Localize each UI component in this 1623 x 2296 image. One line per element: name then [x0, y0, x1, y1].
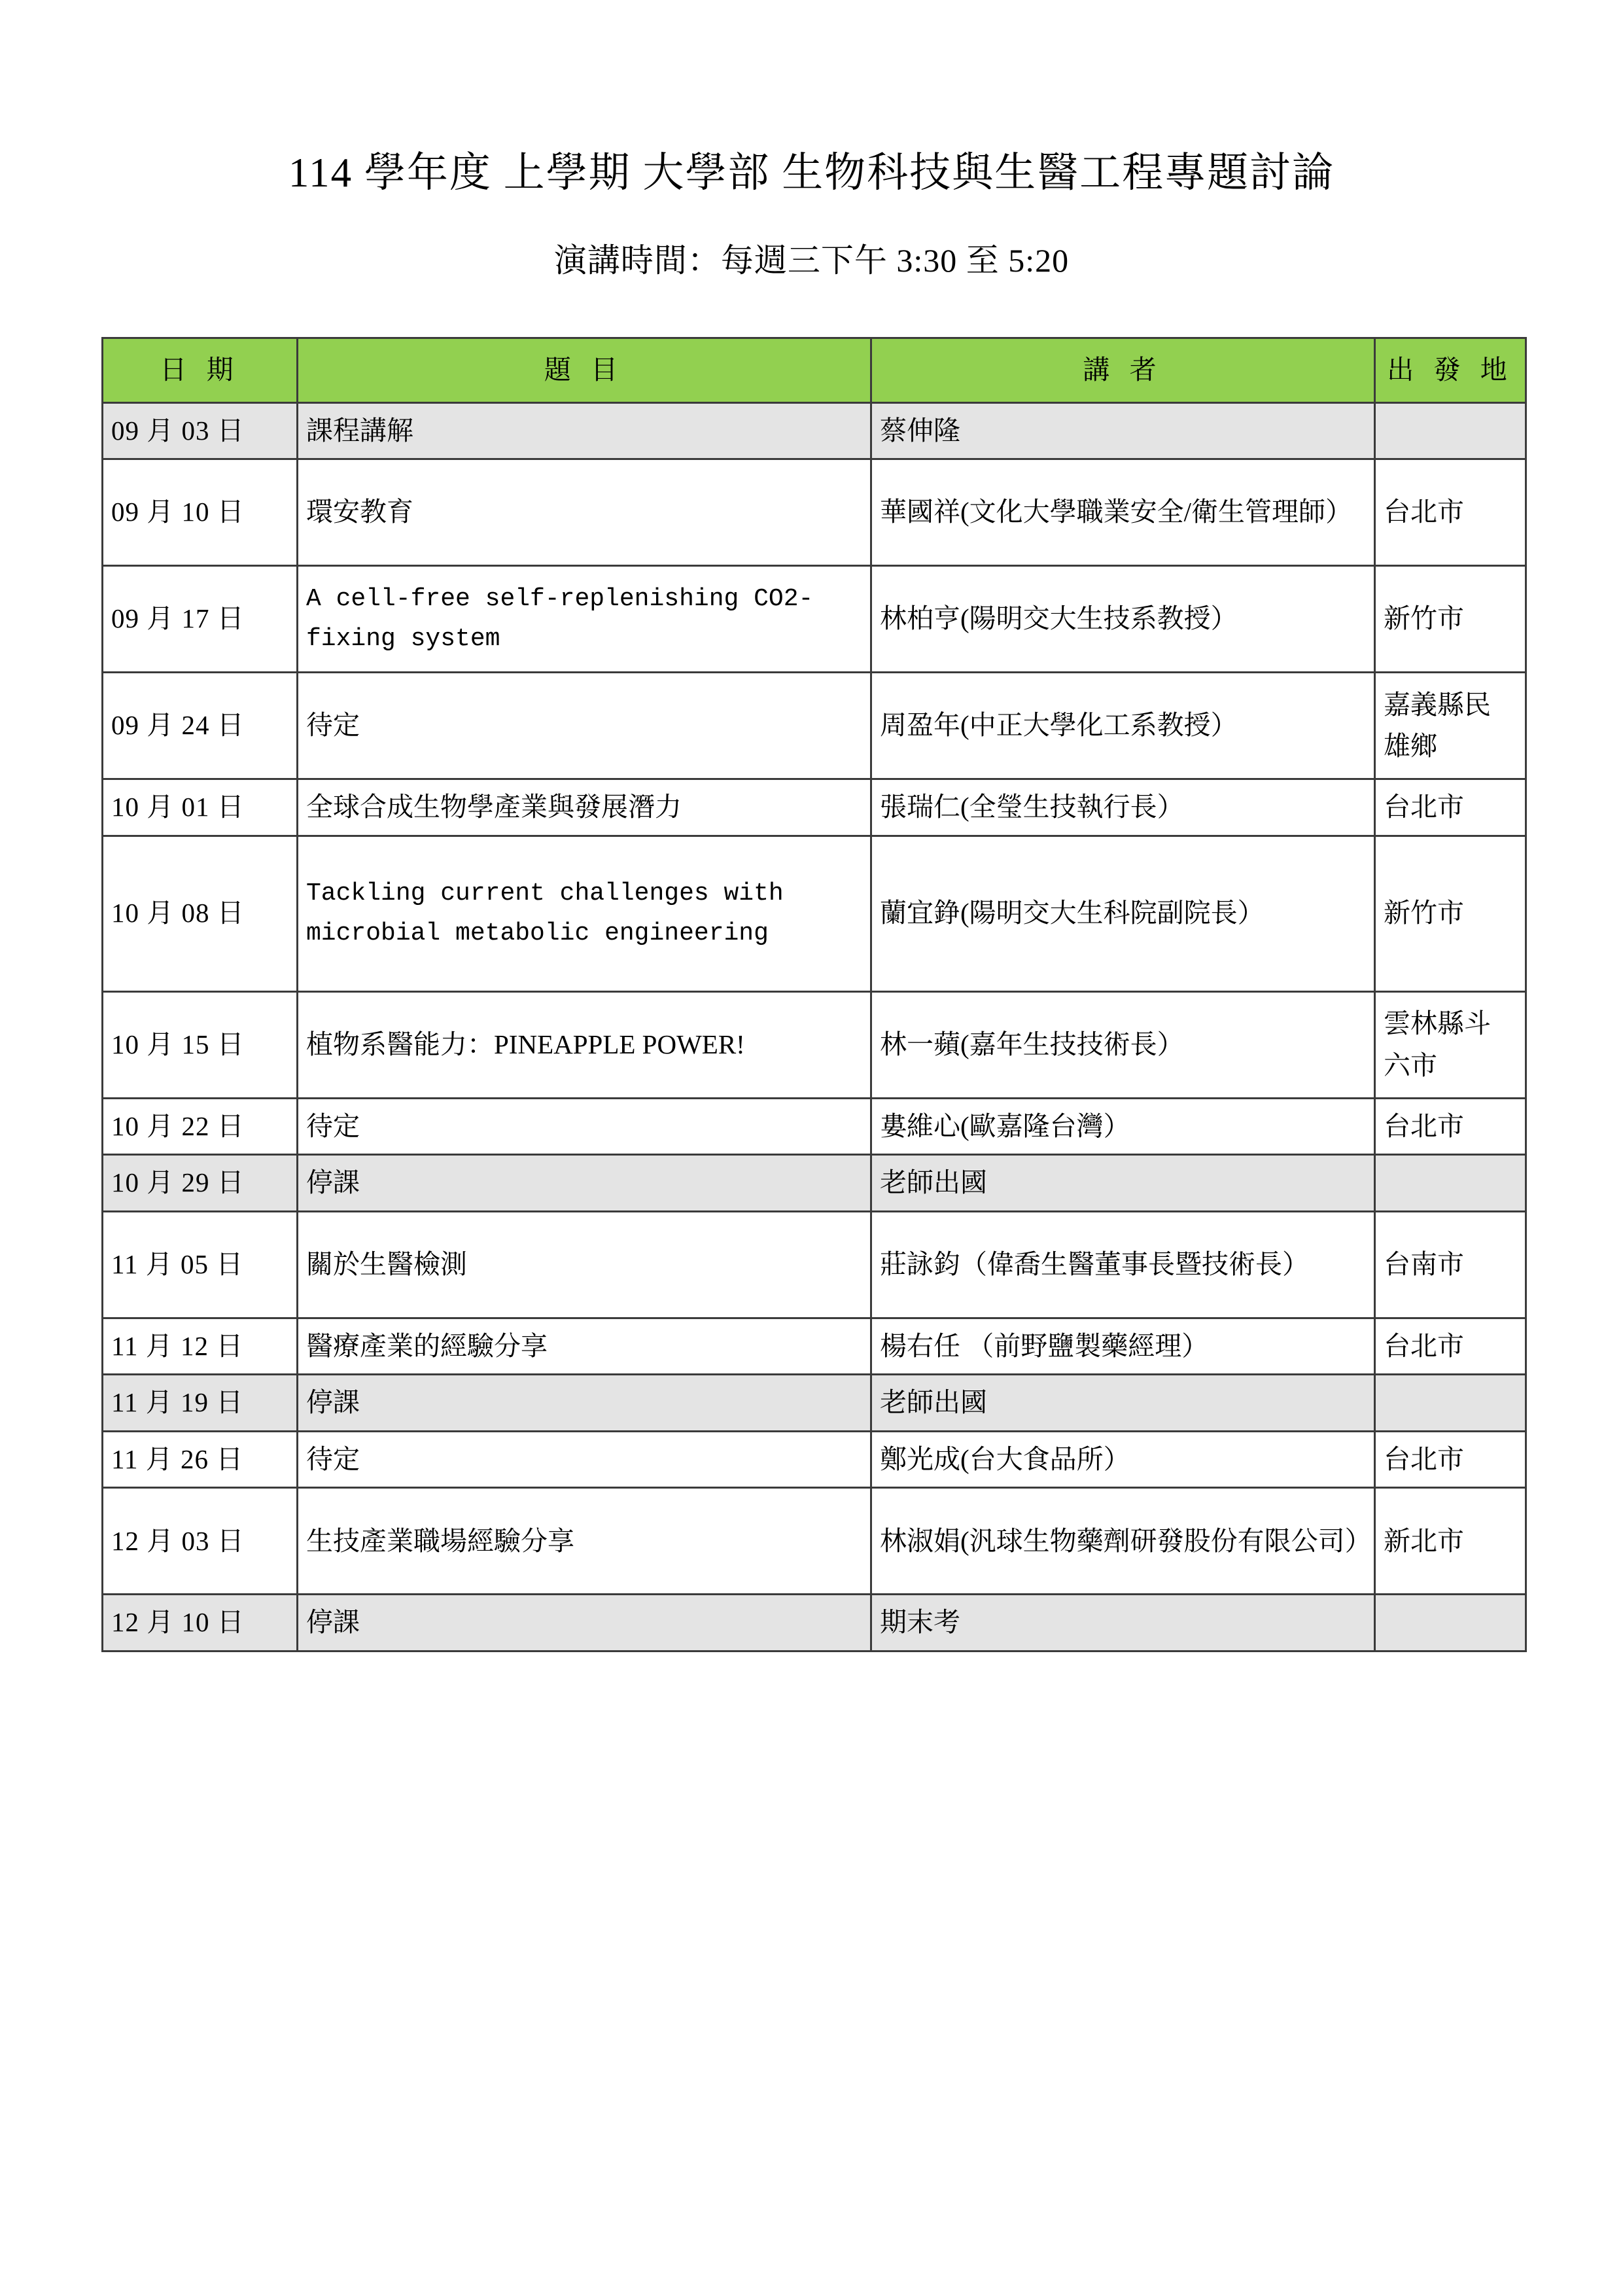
cell-origin: 台南市 [1375, 1211, 1526, 1318]
column-header-date: 日 期 [103, 338, 298, 403]
table-row [103, 991, 1526, 1098]
cell-topic: 關於生醫檢測 [298, 1211, 871, 1318]
cell-origin: 嘉義縣民雄鄉 [1375, 673, 1526, 779]
cell-speaker: 老師出國 [871, 1155, 1375, 1212]
cell-date: 09 月 24 日 [103, 673, 298, 779]
cell-speaker: 蔡伸隆 [871, 402, 1375, 459]
table-row [103, 1318, 1526, 1375]
cell-topic: 生技產業職場經驗分享 [298, 1488, 871, 1595]
cell-date: 10 月 29 日 [103, 1155, 298, 1212]
lecture-time-subtitle: 演講時間：每週三下午 3:30 至 5:20 [553, 241, 1070, 279]
cell-date: 12 月 03 日 [103, 1488, 298, 1595]
cell-date: 10 月 01 日 [103, 779, 298, 836]
cell-origin: 新竹市 [1375, 836, 1526, 991]
column-header-topic: 題 目 [298, 338, 871, 403]
table-row [103, 673, 1526, 779]
table-row [103, 836, 1526, 991]
table-row [103, 1211, 1526, 1318]
cell-speaker: 鄭光成(台大食品所） [871, 1431, 1375, 1488]
cell-origin: 台北市 [1375, 779, 1526, 836]
table-row [103, 1155, 1526, 1212]
cell-date: 11 月 19 日 [103, 1375, 298, 1432]
cell-topic: 醫療產業的經驗分享 [298, 1318, 871, 1375]
cell-origin [1375, 1595, 1526, 1651]
table-row [103, 1375, 1526, 1432]
table-header [103, 338, 1526, 403]
cell-topic: 停課 [298, 1375, 871, 1432]
table-row [103, 779, 1526, 836]
cell-origin: 雲林縣斗六市 [1375, 991, 1526, 1098]
cell-date: 09 月 17 日 [103, 566, 298, 673]
cell-date: 09 月 10 日 [103, 459, 298, 566]
table-row [103, 1595, 1526, 1651]
cell-speaker: 華國祥(文化大學職業安全/衛生管理師） [871, 459, 1375, 566]
cell-topic: 待定 [298, 1098, 871, 1155]
cell-topic: 全球合成生物學產業與發展潛力 [298, 779, 871, 836]
cell-topic: A cell-free self-replenishing CO2-fixing system [298, 566, 871, 673]
cell-origin [1375, 1375, 1526, 1432]
cell-speaker: 林淑娟(汎球生物藥劑研發股份有限公司） [871, 1488, 1375, 1595]
schedule-table-container [101, 337, 1525, 1652]
column-header-speaker: 講 者 [871, 338, 1375, 403]
cell-origin: 台北市 [1375, 1318, 1526, 1375]
cell-topic: 植物系醫能力：PINEAPPLE POWER! [298, 991, 871, 1098]
cell-topic: 待定 [298, 673, 871, 779]
cell-topic: 待定 [298, 1431, 871, 1488]
table-header-row [103, 338, 1526, 403]
cell-origin [1375, 1155, 1526, 1212]
cell-topic: 停課 [298, 1155, 871, 1212]
cell-origin: 台北市 [1375, 459, 1526, 566]
cell-speaker: 林一蘋(嘉年生技技術長） [871, 991, 1375, 1098]
cell-speaker: 蘭宜錚(陽明交大生科院副院長） [871, 836, 1375, 991]
cell-speaker: 張瑞仁(全瑩生技執行長） [871, 779, 1375, 836]
table-row [103, 402, 1526, 459]
cell-date: 09 月 03 日 [103, 402, 298, 459]
cell-origin: 新竹市 [1375, 566, 1526, 673]
cell-origin: 新北市 [1375, 1488, 1526, 1595]
table-row [103, 459, 1526, 566]
table-row [103, 1488, 1526, 1595]
schedule-table [101, 337, 1527, 1652]
cell-topic: Tackling current challenges with microbial metabolic engineering [298, 836, 871, 991]
cell-origin: 台北市 [1375, 1098, 1526, 1155]
table-row [103, 1431, 1526, 1488]
cell-topic: 課程講解 [298, 402, 871, 459]
page-title: 114 學年度 上學期 大學部 生物科技與生醫工程專題討論 [288, 150, 1335, 196]
cell-speaker: 婁維心(歐嘉隆台灣） [871, 1098, 1375, 1155]
table-row [103, 1098, 1526, 1155]
cell-speaker: 林柏亨(陽明交大生技系教授） [871, 566, 1375, 673]
cell-origin [1375, 402, 1526, 459]
cell-speaker: 楊右任 （前野鹽製藥經理） [871, 1318, 1375, 1375]
cell-date: 12 月 10 日 [103, 1595, 298, 1651]
column-header-origin: 出 發 地 [1375, 338, 1526, 403]
cell-date: 10 月 22 日 [103, 1098, 298, 1155]
cell-topic: 環安教育 [298, 459, 871, 566]
cell-topic: 停課 [298, 1595, 871, 1651]
cell-date: 10 月 08 日 [103, 836, 298, 991]
cell-speaker: 期末考 [871, 1595, 1375, 1651]
cell-date: 10 月 15 日 [103, 991, 298, 1098]
cell-speaker: 老師出國 [871, 1375, 1375, 1432]
cell-origin: 台北市 [1375, 1431, 1526, 1488]
cell-date: 11 月 26 日 [103, 1431, 298, 1488]
table-row [103, 566, 1526, 673]
cell-speaker: 周盈年(中正大學化工系教授） [871, 673, 1375, 779]
cell-speaker: 莊詠鈞（偉喬生醫董事長暨技術長） [871, 1211, 1375, 1318]
cell-date: 11 月 05 日 [103, 1211, 298, 1318]
cell-date: 11 月 12 日 [103, 1318, 298, 1375]
table-body [103, 402, 1526, 1651]
